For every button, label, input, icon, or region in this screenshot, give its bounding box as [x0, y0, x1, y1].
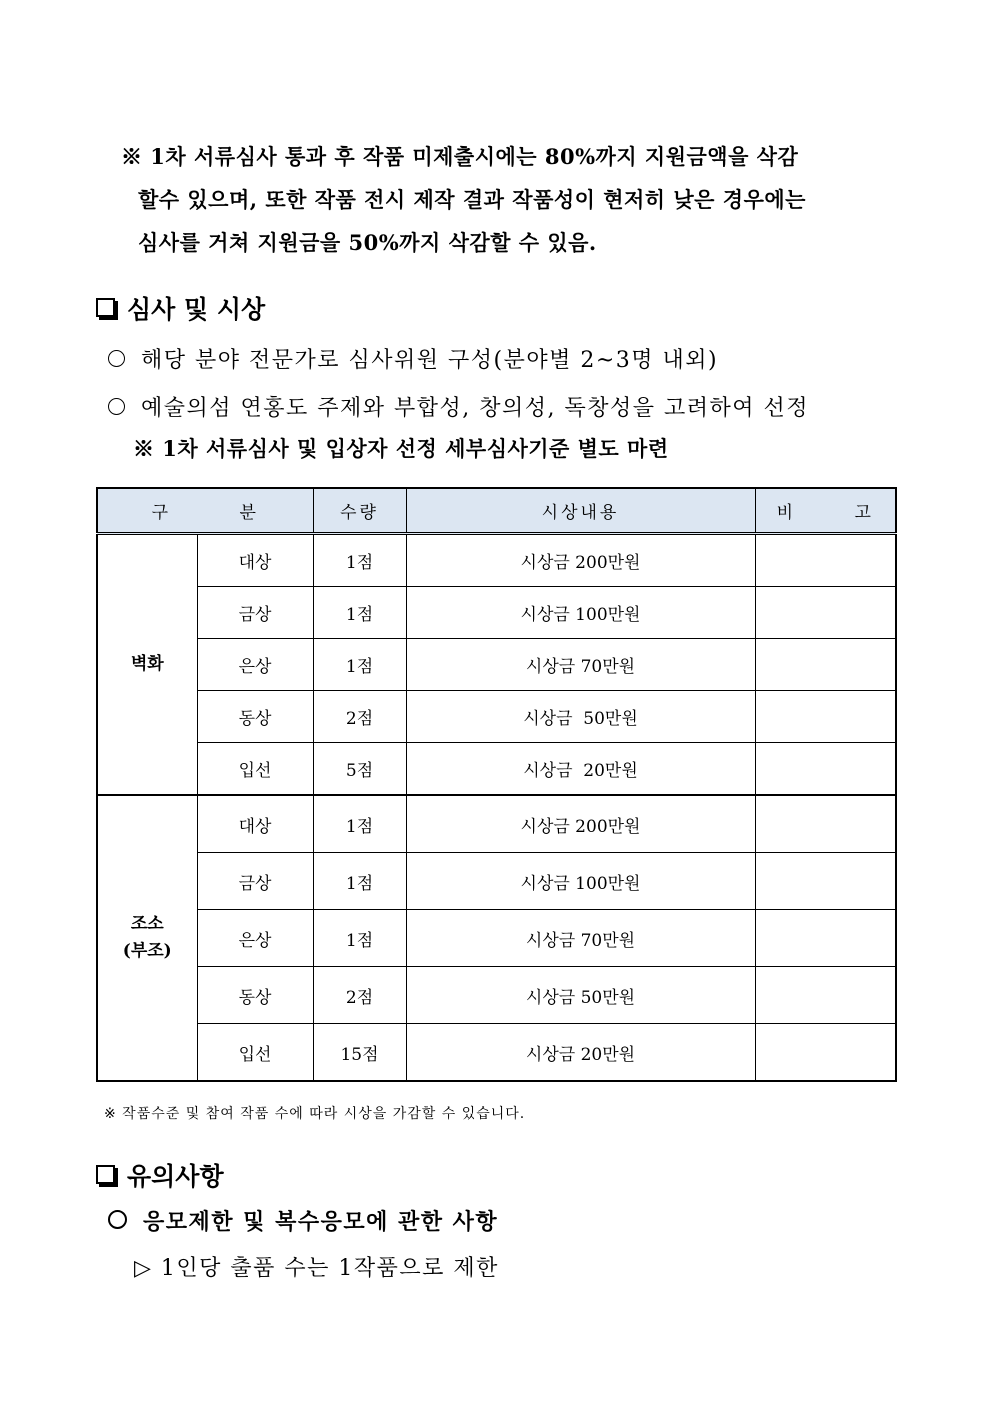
prize-cell: 시상금 20만원	[406, 1024, 755, 1082]
qty-cell: 1점	[313, 534, 406, 587]
review-bullet-1-text: 해당 분야 전문가로 심사위원 구성(분야별 2~3명 내외)	[141, 348, 719, 373]
table-row	[97, 853, 896, 910]
table-row	[97, 743, 896, 796]
header-content: 시상내용	[406, 488, 755, 534]
award-cell: 동상	[197, 691, 313, 743]
table-row	[97, 1024, 896, 1082]
note-cell	[755, 587, 896, 639]
table-row	[97, 795, 896, 853]
table-row	[97, 910, 896, 967]
prize-cell: 시상금 70만원	[406, 910, 755, 967]
notice-bullet-1	[108, 1205, 498, 1236]
circle-bullet-icon	[108, 350, 125, 367]
note-cell	[755, 743, 896, 796]
header-category: 구 분	[97, 488, 313, 534]
checkbox-square-icon	[96, 298, 115, 317]
prize-cell: 시상금 50만원	[406, 691, 755, 743]
section-title-notices	[96, 1157, 224, 1193]
notice-bullet-1-text: 응모제한 및 복수응모에 관한 사항	[143, 1209, 499, 1235]
section-title-notices-text: 유의사항	[127, 1162, 224, 1191]
table-row	[97, 587, 896, 639]
award-cell: 입선	[197, 743, 313, 796]
note-cell	[755, 691, 896, 743]
group-label-sculpture-line1: 조소	[130, 913, 164, 934]
award-cell: 대상	[197, 795, 313, 853]
qty-cell: 1점	[313, 910, 406, 967]
table-row	[97, 639, 896, 691]
header-quantity: 수량	[313, 488, 406, 534]
qty-cell: 1점	[313, 587, 406, 639]
intro-note-line-3: 심사를 거쳐 지원금을 50%까지 삭감할 수 있음.	[138, 230, 597, 255]
qty-cell: 15점	[313, 1024, 406, 1082]
prize-cell: 시상금 70만원	[406, 639, 755, 691]
qty-cell: 1점	[313, 795, 406, 853]
award-cell: 금상	[197, 853, 313, 910]
note-cell	[755, 795, 896, 853]
award-cell: 은상	[197, 910, 313, 967]
qty-cell: 1점	[313, 853, 406, 910]
note-cell	[755, 910, 896, 967]
award-cell: 입선	[197, 1024, 313, 1082]
note-cell	[755, 639, 896, 691]
header-remarks: 비 고	[755, 488, 896, 534]
checkbox-square-icon	[96, 1165, 115, 1184]
table-row	[97, 534, 896, 587]
award-cell: 대상	[197, 534, 313, 587]
intro-note-line-2: 할수 있으며, 또한 작품 전시 제작 결과 작품성이 현저히 낮은 경우에는	[138, 187, 806, 212]
review-note: ※ 1차 서류심사 및 입상자 선정 세부심사기준 별도 마련	[133, 436, 669, 461]
group-label-sculpture	[97, 795, 197, 1081]
prize-cell: 시상금 50만원	[406, 967, 755, 1024]
prize-cell: 시상금 100만원	[406, 853, 755, 910]
note-cell	[755, 853, 896, 910]
prize-cell: 시상금 20만원	[406, 743, 755, 796]
qty-cell: 1점	[313, 639, 406, 691]
award-cell: 금상	[197, 587, 313, 639]
circle-bullet-icon	[108, 398, 125, 415]
prize-cell: 시상금 200만원	[406, 795, 755, 853]
group-label-sculpture-line2: (부조)	[122, 941, 172, 961]
note-cell	[755, 1024, 896, 1082]
prize-cell: 시상금 100만원	[406, 587, 755, 639]
table-header-row	[97, 488, 896, 534]
qty-cell: 5점	[313, 743, 406, 796]
circle-bullet-icon	[108, 1210, 127, 1229]
section-title-review	[96, 290, 265, 326]
note-cell	[755, 967, 896, 1024]
award-table	[96, 487, 897, 1082]
notice-sub-bullet-1: ▷ 1인당 출품 수는 1작품으로 제한	[134, 1256, 499, 1281]
section-title-review-text: 심사 및 시상	[127, 295, 266, 324]
review-bullet-2-text: 예술의섬 연홍도 주제와 부합성, 창의성, 독창성을 고려하여 선정	[141, 396, 809, 421]
table-row	[97, 691, 896, 743]
group-label-mural-text: 벽화	[130, 653, 164, 674]
qty-cell: 2점	[313, 967, 406, 1024]
note-cell	[755, 534, 896, 587]
review-bullet-2	[108, 391, 809, 422]
table-footnote: ※ 작품수준 및 참여 작품 수에 따라 시상을 가감할 수 있습니다.	[104, 1106, 526, 1122]
group-label-mural	[97, 534, 197, 796]
prize-cell: 시상금 200만원	[406, 534, 755, 587]
review-bullet-1	[108, 343, 718, 374]
award-cell: 동상	[197, 967, 313, 1024]
qty-cell: 2점	[313, 691, 406, 743]
intro-note-line-1: ※ 1차 서류심사 통과 후 작품 미제출시에는 80%까지 지원금액을 삭감	[121, 144, 799, 169]
table-row	[97, 967, 896, 1024]
award-cell: 은상	[197, 639, 313, 691]
